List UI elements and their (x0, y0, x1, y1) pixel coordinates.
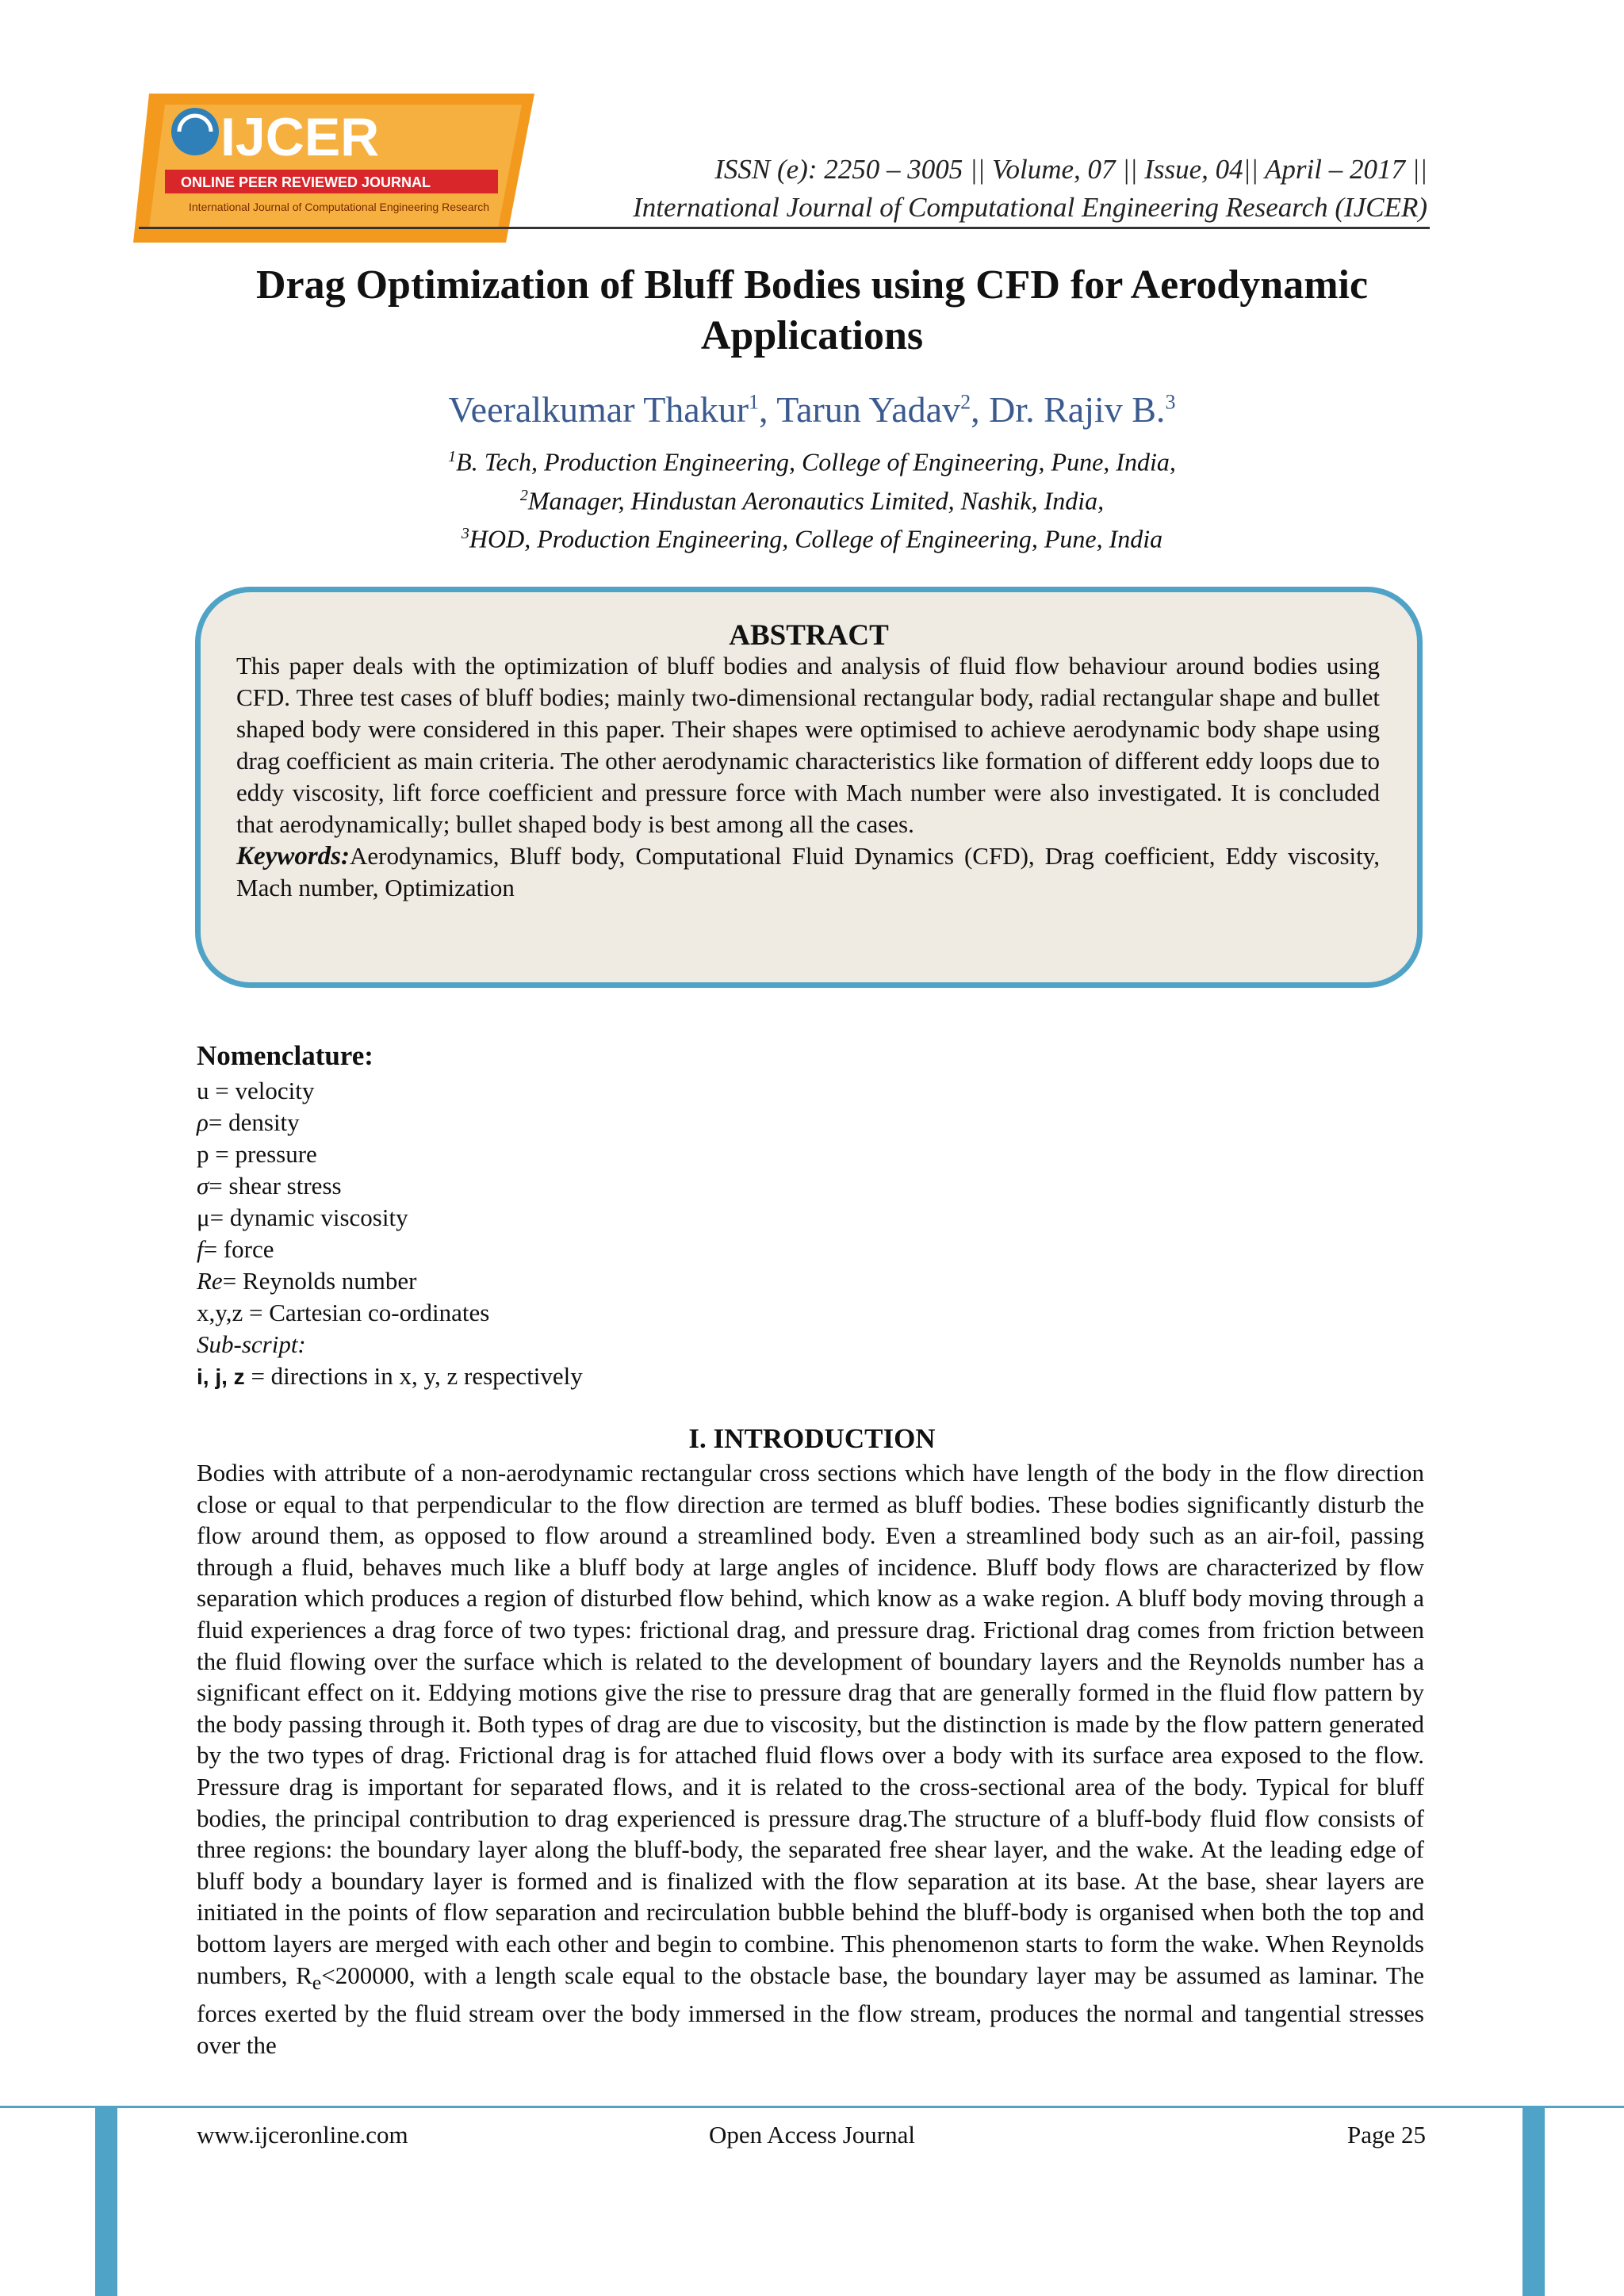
subscript-label: Sub-script: (197, 1330, 306, 1358)
nomenclature-list (197, 1075, 583, 1393)
nomenclature-heading: Nomenclature: (197, 1040, 373, 1071)
nomen-symbol: σ (197, 1172, 209, 1200)
affiliation-sup: 3 (461, 525, 469, 543)
header-divider (139, 227, 1430, 229)
author-name: Tarun Yadav (776, 389, 961, 430)
nomenclature-item (197, 1075, 583, 1107)
footer-website-link[interactable]: www.ijceronline.com (197, 2121, 408, 2149)
nomen-def: = pressure (209, 1140, 317, 1168)
nomenclature-item (197, 1202, 583, 1234)
footer-center-text: Open Access Journal (709, 2121, 915, 2149)
title-line-1: Drag Optimization of Bluff Bodies using CFD for Aerodynamic (255, 262, 1369, 308)
footer-divider (0, 2106, 1624, 2108)
nomenclature-item (197, 1107, 583, 1138)
author-name: Dr. Rajiv B. (989, 389, 1166, 430)
intro-subscript: e (312, 1970, 322, 1994)
author-sup: 1 (749, 390, 760, 414)
intro-text: Bodies with attribute of a non-aerodynamic rectangular cross sections which have length of the body in the flow direction close or equal to that perpendicular to the flow direction are termed as bluff bodies. These bodies significantly disturb the flow around them, as opposed to flow around a streamlined body. Even a streamlined body such as an air-foil, passing through a fluid, behaves much like a bluff body at large angles of incidence. Bluff body flows are characterized by flow separation which produces a region of disturbed flow behind, which know as a wake region. A bluff body moving through a fluid experiences a drag force of two types: frictional drag, and pressure drag. Frictional drag comes from friction between the fluid flowing over the surface which is related to the development of boundary layers and the Reynolds number has a significant effect on it. Eddying motions give the rise to pressure drag that are generally formed in the fluid flow pattern by the body passing through it. Both types of drag are due to viscosity, but the distinction is made by the flow pattern generated by the two types of drag. Frictional drag is for attached fluid flows over a body with its surface area exposed to the flow. Pressure drag is important for separated flows, and it is related to the cross-sectional area of the body. Typical for bluff bodies, the principal contribution to drag experienced is pressure drag.The structure of a bluff-body fluid flow consists of three regions: the boundary layer along the bluff-body, the separated free shear layer, and the wake. At the leading edge of bluff body a boundary layer is formed and is finalized with the flow separation at its base. At the base, shear layers are initiated in the points of flow separation and recirculation bubble behind the bluff-body is organised when both the top and bottom layers are merged with each other and begin to combine. This phenomenon starts to form the wake. When Reynolds numbers, R (197, 1459, 1424, 1989)
keywords-label: Keywords: (236, 842, 350, 871)
author-sup: 2 (960, 390, 971, 414)
abstract-body (236, 650, 1380, 904)
nomenclature-item (197, 1297, 583, 1329)
nomenclature-item (197, 1170, 583, 1202)
abstract-text: This paper deals with the optimization of bluff bodies and analysis of fluid flow behaviour around bodies using CFD. Three test cases of bluff bodies; mainly two-dimensional rectangular body, radial rectangular shape and bullet shaped body were considered in this paper. Their shapes were optimised to achieve aerodynamic body shape using drag coefficient as main criteria. The other aerodynamic characteristics like formation of different eddy loops due to eddy viscosity, lift force coefficient and pressure force with Mach number were also investigated. It is concluded that aerodynamically; bullet shaped body is best among all the cases. (236, 652, 1380, 838)
nomen-def: = density (208, 1108, 300, 1136)
nomen-symbol: u (197, 1077, 209, 1104)
logo-banner: ONLINE PEER REVIEWED JOURNAL (181, 174, 431, 190)
subscript-symbols: i, j, z (197, 1364, 245, 1389)
nomen-def: = velocity (209, 1077, 315, 1104)
nomen-symbol: f (197, 1235, 204, 1263)
keywords-text: Aerodynamics, Bluff body, Computational Fluid Dynamics (CFD), Drag coefficient, Eddy viscosity, Mach number, Optimization (236, 842, 1380, 901)
nomen-def: = force (203, 1235, 274, 1263)
subscript-def: = directions in x, y, z respectively (244, 1362, 583, 1390)
intro-text-continued: <200000, with a length scale equal to the obstacle base, the boundary layer may be assumed as laminar. The forces exerted by the fluid stream over the body immersed in the flow stream, produces the normal and tangential stresses over the (197, 1961, 1425, 2059)
nomen-symbol: x,y,z (197, 1299, 243, 1326)
affiliation-sup: 2 (519, 486, 528, 504)
issn-line: ISSN (e): 2250 – 3005 || Volume, 07 || Issue, 04|| April – 2017 || (714, 154, 1427, 185)
affiliation (159, 479, 1465, 518)
author-sup: 3 (1165, 390, 1176, 414)
nomen-symbol: p (197, 1140, 209, 1168)
journal-name-line: International Journal of Computational Engineering Research (IJCER) (633, 192, 1427, 223)
nomen-def: = Reynolds number (222, 1267, 417, 1295)
nomenclature-item (197, 1234, 583, 1265)
affiliation-text: B. Tech, Production Engineering, College of Engineering, Pune, India, (456, 447, 1176, 476)
abstract-heading: ABSTRACT (729, 619, 889, 652)
affiliation-text: Manager, Hindustan Aeronautics Limited, Nashik, India, (527, 486, 1105, 515)
author-name: Veeralkumar Thakur (448, 389, 749, 430)
journal-header (428, 151, 1427, 227)
subscript-item (197, 1360, 583, 1393)
nomen-symbol: μ (197, 1203, 210, 1231)
affiliation (159, 440, 1465, 479)
paper-title (159, 260, 1465, 362)
affiliations (159, 440, 1465, 556)
nomenclature-item (197, 1265, 583, 1297)
introduction-body (197, 1457, 1424, 2061)
section-heading-introduction: I. INTRODUCTION (688, 1423, 936, 1454)
nomen-def: = shear stress (209, 1172, 342, 1200)
logo-text: IJCER (220, 107, 380, 167)
nomen-def: = Cartesian co-ordinates (243, 1299, 490, 1326)
affiliation-sup: 1 (448, 448, 457, 465)
affiliation (159, 517, 1465, 556)
affiliation-text: HOD, Production Engineering, College of Engineering, Pune, India (469, 524, 1163, 553)
nomen-symbol: Re (197, 1267, 223, 1295)
title-line-2: Applications (700, 313, 924, 358)
nomenclature-item (197, 1138, 583, 1170)
page-number: Page 25 (1346, 2121, 1426, 2149)
nomen-symbol: ρ (197, 1108, 209, 1136)
author-list: Veeralkumar Thakur$^1$, Tarun Yadav$^2$, Dr. Rajiv B.$^3$ (448, 389, 1176, 430)
nomen-def: = dynamic viscosity (209, 1203, 408, 1231)
logo-subtitle: International Journal of Computational Engineering Research (189, 201, 490, 213)
